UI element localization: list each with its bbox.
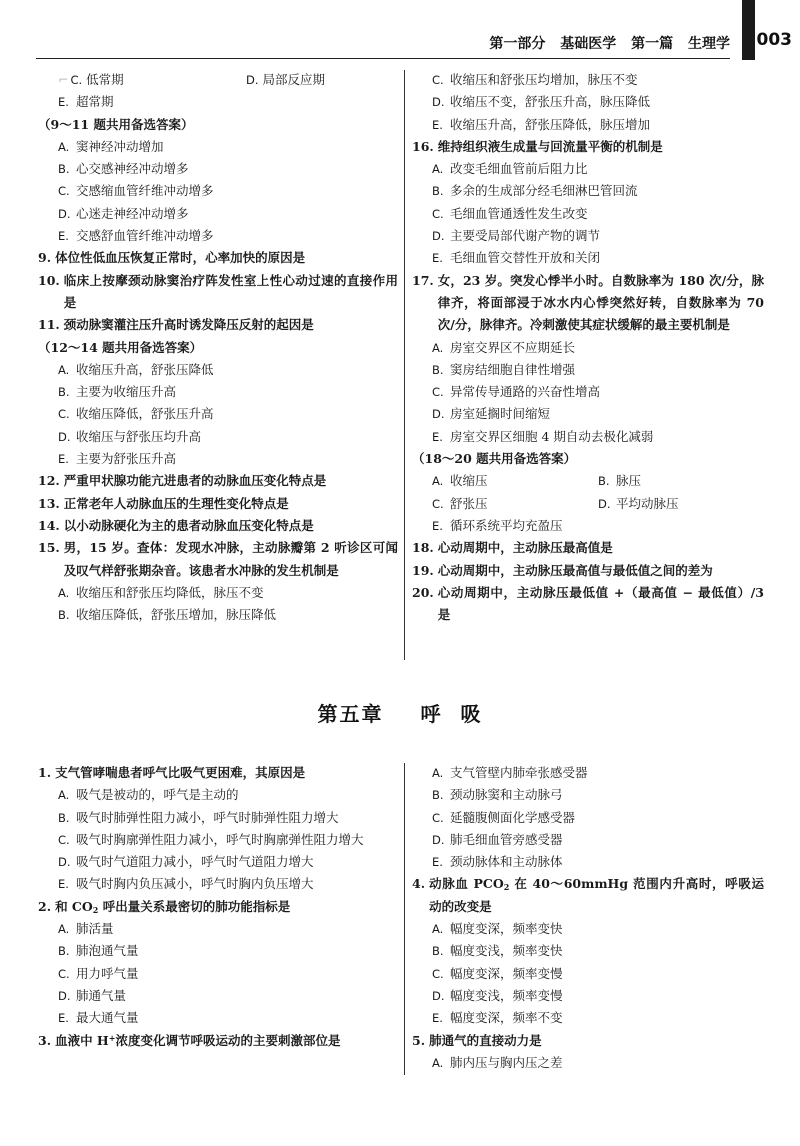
option-row-cd <box>412 493 764 515</box>
text-fragment: 房室交界区不应期延长 <box>450 339 576 355</box>
text-fragment: 房室交界区细胞 4 期自动去极化减弱 <box>450 428 654 444</box>
option-item <box>412 158 764 180</box>
option-letter: C. <box>70 73 83 87</box>
question-15 <box>38 537 398 582</box>
option-letter: A. <box>432 922 444 937</box>
option-letter: C. <box>58 407 70 422</box>
question-number: 20. <box>412 584 434 600</box>
option-d <box>598 493 764 515</box>
option-item <box>38 582 398 604</box>
text-fragment: 循环系统平均充盈压 <box>450 517 563 533</box>
text-fragment: 肺内压与胸内压之差 <box>450 1054 563 1070</box>
text-fragment: 主要为舒张压升高 <box>76 451 177 467</box>
question-1 <box>38 762 398 784</box>
option-item <box>38 359 398 381</box>
text-fragment: 房室延搁时间缩短 <box>450 406 551 422</box>
chapter-number: 第五章 <box>317 702 384 726</box>
option-b <box>598 470 764 492</box>
option-item <box>38 158 398 180</box>
text-fragment: 毛细血管通透性发生改变 <box>450 205 588 221</box>
question-2 <box>38 896 398 918</box>
option-letter: E. <box>432 429 443 444</box>
option-item <box>412 180 764 202</box>
option-item <box>412 784 764 806</box>
text-fragment: 颈动脉窦灌注压升高时诱发降压反射的起因是 <box>63 317 314 333</box>
chapter-title: 呼 吸 <box>420 702 483 726</box>
text-fragment: 肺泡通气量 <box>76 943 139 959</box>
text-fragment: 幅度变深，频率不变 <box>450 1010 563 1026</box>
chapter-heading <box>0 698 800 727</box>
text-fragment: 男，15 岁。查体：发现水冲脉，主动脉瓣第 2 听诊区可闻及叹气样舒张期杂音。该患者水冲脉的发生机制是 <box>63 540 398 578</box>
option-letter: B. <box>58 162 70 177</box>
option-row-cd <box>38 69 398 91</box>
question-19 <box>412 560 764 582</box>
text-fragment: 吸气时胸廓弹性阻力减小，呼气时胸廓弹性阻力增大 <box>76 831 364 847</box>
option-letter: E. <box>58 877 69 892</box>
option-e <box>412 515 764 537</box>
text-fragment: 心交感神经冲动增多 <box>76 161 189 177</box>
option-letter: A. <box>58 139 70 154</box>
text-fragment: 收缩压升高，舒张压降低 <box>76 361 214 377</box>
lower-right-column <box>412 762 764 1074</box>
page-number: 003 <box>756 30 792 50</box>
option-letter: B. <box>58 608 70 623</box>
question-13 <box>38 493 398 515</box>
text-fragment: 支气管哮喘患者呼气比吸气更困难，其原因是 <box>55 765 306 780</box>
option-letter: E. <box>432 251 443 266</box>
text-fragment: 临床上按摩颈动脉窦治疗阵发性室上性心动过速的直接作用是 <box>63 272 398 310</box>
text-fragment: 改变毛细血管前后阻力比 <box>450 161 588 177</box>
option-item <box>412 337 764 359</box>
text-fragment: 浓度变化调节呼吸运动的主要刺激部位是 <box>115 1032 341 1048</box>
text-fragment: 以小动脉硬化为主的患者动脉血压变化特点是 <box>63 517 314 533</box>
option-item <box>38 940 398 962</box>
text-fragment: 在 40～60mmHg 范围内升高时，呼吸运动的改变是 <box>429 876 764 914</box>
text-fragment: 幅度变深，频率变快 <box>450 921 563 937</box>
option-letter: E. <box>432 518 443 533</box>
question-number: 1. <box>38 765 52 780</box>
group-18-20-label: （18～20 题共用备选答案） <box>412 451 577 467</box>
question-17 <box>412 270 764 337</box>
option-letter: C. <box>432 385 444 400</box>
option-letter: A. <box>432 474 444 489</box>
option-letter: E. <box>432 855 443 870</box>
text-fragment: 收缩压和舒张压均增加，脉压不变 <box>450 72 638 87</box>
question-number: 5. <box>412 1032 426 1048</box>
question-14 <box>38 515 398 537</box>
text-fragment: 窦神经冲动增加 <box>76 138 164 154</box>
text-fragment: 肺毛细血管旁感受器 <box>450 831 563 847</box>
question-number: 14. <box>38 517 60 533</box>
option-letter: D. <box>432 407 445 422</box>
question-number: 9. <box>38 250 52 266</box>
text-fragment: 幅度变深，频率变慢 <box>450 965 563 981</box>
text-fragment: 收缩压降低，舒张压增加，脉压降低 <box>76 607 277 623</box>
text-fragment: 女，23 岁。突发心悸半小时。自数脉率为 180 次/分，脉律齐，将面部浸于冰水内心悸突然好转，自数脉率为 70 次/分，脉律齐。冷刺激使其症状缓解的最主要机制是 <box>437 272 764 333</box>
option-item <box>38 1007 398 1029</box>
text-fragment: 幅度变浅，频率变快 <box>450 943 563 959</box>
text-fragment: 肺活量 <box>76 921 114 937</box>
text-fragment: 肺通气量 <box>76 987 127 1003</box>
text-fragment: 主要受局部代谢产物的调节 <box>450 228 601 244</box>
option-letter: C. <box>58 966 70 981</box>
option-letter: A. <box>432 766 444 780</box>
thumb-tab <box>742 0 755 60</box>
text-fragment: 呼出量关系最密切的肺功能指标是 <box>98 898 291 914</box>
text-fragment: 吸气时胸内负压减小，呼气时胸内负压增大 <box>76 876 314 892</box>
option-letter: C. <box>432 206 444 221</box>
option-letter: D. <box>432 988 445 1003</box>
question-4 <box>412 873 764 918</box>
question-3 <box>38 1030 398 1052</box>
lower-column-divider <box>404 763 405 1075</box>
text-fragment: 多余的生成部分经毛细淋巴管回流 <box>450 183 638 199</box>
option-item <box>412 247 764 269</box>
option-item <box>38 448 398 470</box>
text-fragment: 2 <box>503 882 510 893</box>
option-a <box>432 470 598 492</box>
option-item <box>412 851 764 873</box>
option-letter: A. <box>58 922 70 937</box>
option-letter: A. <box>432 162 444 177</box>
question-number: 2. <box>38 898 52 914</box>
option-item <box>38 985 398 1007</box>
option-item <box>412 1007 764 1029</box>
text-fragment: 舒张压 <box>450 495 488 511</box>
text-fragment: 毛细血管交替性开放和关闭 <box>450 250 601 266</box>
text-fragment: 收缩压升高，舒张压降低，脉压增加 <box>450 116 651 132</box>
option-letter: B. <box>432 362 444 377</box>
running-header <box>479 33 730 53</box>
question-5 <box>412 1030 764 1052</box>
option-row-ab <box>412 470 764 492</box>
option-item <box>38 829 398 851</box>
option-item <box>412 426 764 448</box>
option-item <box>38 784 398 806</box>
text-fragment: 心动周期中，主动脉压最高值与最低值之间的差为 <box>437 562 713 578</box>
option-item <box>38 851 398 873</box>
option-letter: E. <box>58 229 69 244</box>
option-letter: D. <box>432 95 445 110</box>
text-fragment: 局部反应期 <box>262 72 326 87</box>
option-item <box>38 180 398 202</box>
text-fragment: 幅度变浅，频率变慢 <box>450 987 563 1003</box>
header-part: 第一部分 <box>489 36 546 52</box>
option-item <box>38 873 398 895</box>
option-item <box>412 807 764 829</box>
option-item <box>38 807 398 829</box>
option-letter: D. <box>598 496 611 511</box>
option-item <box>412 940 764 962</box>
option-letter: B. <box>432 788 444 803</box>
option-letter: A. <box>58 362 70 377</box>
option-letter: D. <box>246 73 259 87</box>
option-item <box>38 963 398 985</box>
text-fragment: 窦房结细胞自律性增强 <box>450 361 576 377</box>
question-number: 18. <box>412 540 434 556</box>
option-item <box>412 225 764 247</box>
option-item <box>38 604 398 626</box>
text-fragment: 颈动脉体和主动脉体 <box>450 854 563 870</box>
option-item <box>38 381 398 403</box>
text-fragment: 交感缩血管纤维冲动增多 <box>76 183 214 199</box>
option-item <box>38 426 398 448</box>
option-letter: A. <box>432 1055 444 1070</box>
option-item <box>412 114 764 136</box>
option-item <box>412 203 764 225</box>
option-letter: D. <box>58 206 71 221</box>
question-16 <box>412 136 764 158</box>
option-letter: C. <box>432 966 444 981</box>
text-fragment: 最大通气量 <box>76 1010 139 1026</box>
option-letter: E. <box>432 1011 443 1026</box>
group-12-14-options <box>38 359 398 470</box>
header-volume: 第一篇 <box>631 36 674 52</box>
option-letter: D. <box>432 229 445 244</box>
option-item <box>38 403 398 425</box>
group-12-14-label: （12～14 题共用备选答案） <box>38 339 203 355</box>
option-c <box>58 69 246 91</box>
question-9 <box>38 247 398 269</box>
option-letter: A. <box>432 340 444 355</box>
group-9-11-options <box>38 136 398 247</box>
question-number: 19. <box>412 562 434 578</box>
header-rule <box>36 58 730 59</box>
question-number: 17. <box>412 272 434 288</box>
question-number: 10. <box>38 272 60 288</box>
header-section: 基础医学 <box>560 36 617 52</box>
option-letter: C. <box>58 184 70 199</box>
header-subject: 生理学 <box>688 36 730 52</box>
upper-left-column <box>38 69 398 626</box>
text-fragment: 脉压 <box>616 473 642 489</box>
text-fragment: 延髓腹侧面化学感受器 <box>450 809 576 825</box>
option-item <box>412 762 764 784</box>
text-fragment: 低常期 <box>86 72 124 87</box>
option-item <box>412 918 764 940</box>
question-number: 13. <box>38 495 60 511</box>
text-fragment: 平均动脉压 <box>616 495 679 511</box>
text-fragment: 吸气是被动的，呼气是主动的 <box>76 787 239 803</box>
option-letter: B. <box>432 944 444 959</box>
text-fragment: 收缩压降低，舒张压升高 <box>76 406 214 422</box>
option-letter: B. <box>58 810 70 825</box>
text-fragment: 动脉血 PCO <box>429 876 504 892</box>
text-fragment: 吸气时肺弹性阻力减小，呼气时肺弹性阻力增大 <box>76 809 339 825</box>
option-letter: E. <box>58 452 69 467</box>
option-d <box>246 69 325 91</box>
option-item <box>38 136 398 158</box>
option-item <box>412 963 764 985</box>
text-fragment: 收缩压 <box>450 473 488 489</box>
option-item <box>412 69 764 91</box>
text-fragment: 吸气时气道阻力减小，呼气时气道阻力增大 <box>76 854 314 870</box>
option-letter: B. <box>598 474 610 489</box>
option-letter: D. <box>58 988 71 1003</box>
option-letter: C. <box>432 496 444 511</box>
ink-mark-icon: ⌐ <box>58 72 69 87</box>
option-letter: D. <box>58 429 71 444</box>
option-letter: A. <box>58 585 70 600</box>
option-letter: A. <box>58 788 70 803</box>
upper-right-column <box>412 69 764 626</box>
option-letter: E. <box>58 1011 69 1026</box>
option-letter: B. <box>432 184 444 199</box>
question-number: 4. <box>412 876 426 892</box>
option-letter: D. <box>432 832 445 847</box>
text-fragment: 和 CO <box>55 898 93 914</box>
question-number: 15. <box>38 540 60 556</box>
question-number: 12. <box>38 473 60 489</box>
text-fragment: 收缩压与舒张压均升高 <box>76 428 202 444</box>
question-number: 16. <box>412 138 434 154</box>
question-number: 3. <box>38 1032 52 1048</box>
option-item <box>38 225 398 247</box>
text-fragment: 主要为收缩压升高 <box>76 384 177 400</box>
option-item <box>412 829 764 851</box>
option-item <box>412 359 764 381</box>
text-fragment: 维持组织液生成量与回流量平衡的机制是 <box>437 138 663 154</box>
option-item <box>412 1052 764 1074</box>
option-item <box>412 403 764 425</box>
page-header <box>0 0 800 60</box>
text-fragment: 超常期 <box>76 94 114 110</box>
option-letter: E. <box>432 117 443 132</box>
option-letter: D. <box>58 855 71 870</box>
question-10 <box>38 270 398 315</box>
text-fragment: 收缩压和舒张压均降低，脉压不变 <box>76 584 264 600</box>
text-fragment: 2 <box>92 904 99 915</box>
option-e <box>38 91 398 113</box>
option-item <box>412 381 764 403</box>
option-c <box>432 493 598 515</box>
upper-column-divider <box>404 70 405 660</box>
text-fragment: 心动周期中，主动脉压最低值 +（最高值 − 最低值）/3 是 <box>437 584 764 623</box>
option-item <box>412 91 764 113</box>
question-12 <box>38 470 398 492</box>
text-fragment: 体位性低血压恢复正常时，心率加快的原因是 <box>55 250 306 266</box>
text-fragment: 心迷走神经冲动增多 <box>76 205 189 221</box>
text-fragment: 交感舒血管纤维冲动增多 <box>76 228 214 244</box>
option-letter: C. <box>432 73 444 87</box>
text-fragment: 心动周期中，主动脉压最高值是 <box>437 540 613 556</box>
text-fragment: 收缩压不变，舒张压升高，脉压降低 <box>450 94 651 110</box>
text-fragment: 用力呼气量 <box>76 965 139 981</box>
option-letter: B. <box>58 385 70 400</box>
option-letter: C. <box>58 832 70 847</box>
question-20 <box>412 582 764 627</box>
question-18 <box>412 537 764 559</box>
text-fragment: + <box>108 1032 116 1043</box>
text-fragment: 正常老年人动脉血压的生理性变化特点是 <box>63 495 289 511</box>
question-number: 11. <box>38 317 60 333</box>
group-9-11-label: （9～11 题共用备选答案） <box>38 116 194 132</box>
option-item <box>412 985 764 1007</box>
question-11 <box>38 314 398 336</box>
text-fragment: 肺通气的直接动力是 <box>429 1032 542 1048</box>
option-letter: E. <box>58 95 69 110</box>
text-fragment: 严重甲状腺功能亢进患者的动脉血压变化特点是 <box>63 473 327 489</box>
text-fragment: 支气管壁内肺牵张感受器 <box>450 765 588 780</box>
text-fragment: 颈动脉窦和主动脉弓 <box>450 787 563 803</box>
text-fragment: 血液中 H <box>55 1032 109 1048</box>
option-letter: C. <box>432 810 444 825</box>
option-item <box>38 918 398 940</box>
option-letter: B. <box>58 944 70 959</box>
text-fragment: 异常传导通路的兴奋性增高 <box>450 384 601 400</box>
lower-left-column <box>38 762 398 1052</box>
option-item <box>38 203 398 225</box>
